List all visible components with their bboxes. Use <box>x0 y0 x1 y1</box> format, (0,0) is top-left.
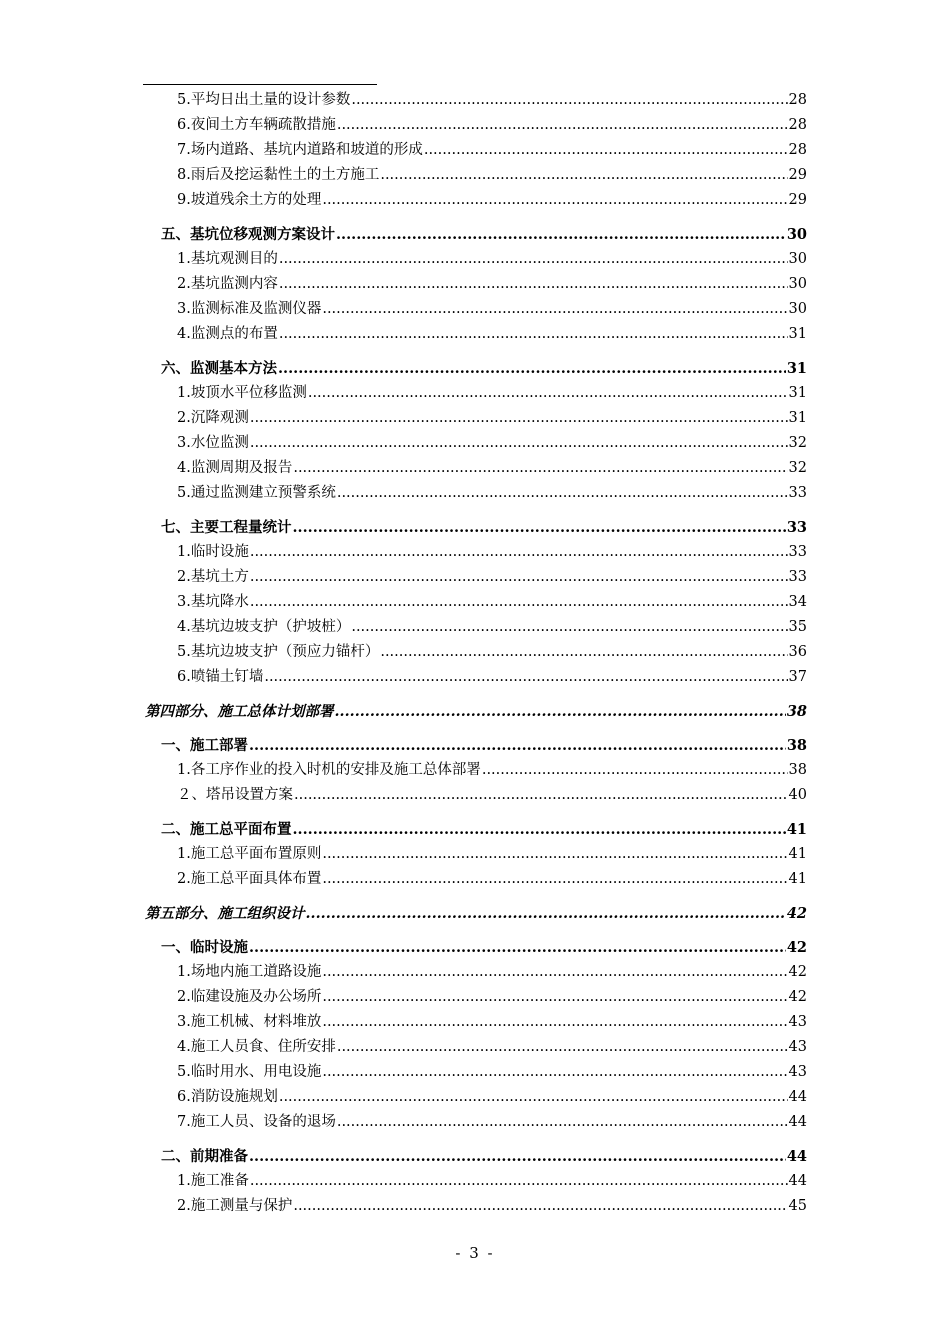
toc-entry-title: 六、监测基本方法 <box>161 360 277 377</box>
toc-entry-page: 29 <box>788 167 807 183</box>
toc-dot-leader <box>351 88 787 113</box>
toc-entry[interactable] <box>145 935 807 960</box>
toc-entry-page: 40 <box>788 787 807 803</box>
toc-dot-leader <box>322 297 787 322</box>
toc-dot-leader <box>322 1060 787 1085</box>
toc-entry-page: 44 <box>788 1173 807 1189</box>
toc-entry-title: 2.沉降观测 <box>177 410 249 426</box>
toc-entry-page: 30 <box>788 276 807 292</box>
toc-entry-page: 30 <box>788 251 807 267</box>
toc-entry-page: 35 <box>788 619 807 635</box>
toc-entry-page: 28 <box>788 142 807 158</box>
toc-dot-leader <box>306 901 786 926</box>
toc-entry-page: 41 <box>786 821 807 838</box>
toc-entry[interactable] <box>145 540 807 565</box>
toc-entry-page: 30 <box>788 301 807 317</box>
toc-entry-page: 33 <box>788 544 807 560</box>
toc-dot-leader <box>335 699 786 724</box>
toc-dot-leader <box>293 456 787 481</box>
toc-entry-title: 1.各工序作业的投入时机的安排及施工总体部署 <box>177 762 481 778</box>
toc-entry[interactable] <box>145 699 807 724</box>
toc-entry[interactable] <box>145 590 807 615</box>
toc-entry-title: 五、基坑位移观测方案设计 <box>161 226 335 243</box>
toc-entry[interactable] <box>145 272 807 297</box>
toc-entry[interactable] <box>145 222 807 247</box>
toc-entry[interactable] <box>145 138 807 163</box>
toc-dot-leader <box>308 381 788 406</box>
toc-dot-leader <box>249 935 786 960</box>
toc-entry-title: 6.夜间土方车辆疏散措施 <box>177 117 336 133</box>
toc-entry-title: 6.喷锚土钉墙 <box>177 669 264 685</box>
toc-dot-leader <box>293 1194 787 1219</box>
toc-entry[interactable] <box>145 783 807 808</box>
page-number: - 3 - <box>455 1244 495 1262</box>
toc-entry[interactable] <box>145 842 807 867</box>
toc-entry-title: 9.坡道残余土方的处理 <box>177 192 322 208</box>
toc-entry-title: 4.监测点的布置 <box>177 326 278 342</box>
toc-entry-title: 8.雨后及挖运黏性土的土方施工 <box>177 167 380 183</box>
toc-entry[interactable] <box>145 481 807 506</box>
toc-dot-leader <box>482 758 788 783</box>
toc-dot-leader <box>322 960 787 985</box>
toc-entry-page: 44 <box>786 1148 807 1165</box>
toc-entry-title: 7.场内道路、基坑内道路和坡道的形成 <box>177 142 423 158</box>
toc-entry[interactable] <box>145 247 807 272</box>
toc-entry-page: 38 <box>788 762 807 778</box>
toc-dot-leader <box>322 985 787 1010</box>
toc-entry-title: 第五部分、施工组织设计 <box>145 905 305 922</box>
toc-entry[interactable] <box>145 431 807 456</box>
toc-entry[interactable] <box>145 1110 807 1135</box>
toc-entry[interactable] <box>145 515 807 540</box>
toc-entry-page: 44 <box>788 1114 807 1130</box>
toc-entry-title: 第四部分、施工总体计划部署 <box>145 703 334 720</box>
toc-entry[interactable] <box>145 188 807 213</box>
toc-entry[interactable] <box>145 960 807 985</box>
toc-entry-title: 一、临时设施 <box>161 939 248 956</box>
toc-entry-page: 31 <box>788 385 807 401</box>
toc-entry[interactable] <box>145 1060 807 1085</box>
toc-entry[interactable] <box>145 565 807 590</box>
toc-entry[interactable] <box>145 406 807 431</box>
toc-entry[interactable] <box>145 163 807 188</box>
toc-entry-page: 36 <box>788 644 807 660</box>
table-of-contents <box>145 88 807 1219</box>
toc-entry[interactable] <box>145 297 807 322</box>
toc-entry[interactable] <box>145 1144 807 1169</box>
toc-entry-page: 45 <box>788 1198 807 1214</box>
toc-dot-leader <box>264 665 787 690</box>
toc-dot-leader <box>279 272 788 297</box>
toc-entry[interactable] <box>145 985 807 1010</box>
toc-entry-title: 5.临时用水、用电设施 <box>177 1064 322 1080</box>
toc-dot-leader <box>337 481 788 506</box>
toc-entry-page: 43 <box>788 1014 807 1030</box>
toc-dot-leader <box>279 322 788 347</box>
toc-entry-title: ２、塔吊设置方案 <box>177 787 293 803</box>
toc-entry[interactable] <box>145 665 807 690</box>
toc-entry-page: 37 <box>788 669 807 685</box>
toc-entry[interactable] <box>145 356 807 381</box>
toc-entry-page: 32 <box>788 460 807 476</box>
toc-dot-leader <box>250 406 788 431</box>
toc-entry-page: 42 <box>788 964 807 980</box>
toc-entry-title: 二、施工总平面布置 <box>161 821 292 838</box>
toc-entry-title: 2.施工测量与保护 <box>177 1198 293 1214</box>
toc-entry-title: 1.施工总平面布置原则 <box>177 846 322 862</box>
toc-entry-title: 4.监测周期及报告 <box>177 460 293 476</box>
toc-entry-title: 5.基坑边坡支护（预应力锚杆） <box>177 644 380 660</box>
toc-entry-title: 3.施工机械、材料堆放 <box>177 1014 322 1030</box>
toc-entry-title: 2.基坑土方 <box>177 569 249 585</box>
toc-entry-title: 1.场地内施工道路设施 <box>177 964 322 980</box>
toc-dot-leader <box>337 113 788 138</box>
toc-entry-page: 38 <box>786 737 807 754</box>
toc-dot-leader <box>336 222 786 247</box>
toc-dot-leader <box>322 842 787 867</box>
toc-dot-leader <box>424 138 788 163</box>
toc-dot-leader <box>380 640 787 665</box>
toc-entry-title: 二、前期准备 <box>161 1148 248 1165</box>
toc-entry-title: 5.通过监测建立预警系统 <box>177 485 336 501</box>
toc-entry-title: 一、施工部署 <box>161 737 248 754</box>
toc-dot-leader <box>279 247 788 272</box>
toc-entry-title: 7.施工人员、设备的退场 <box>177 1114 336 1130</box>
toc-entry-page: 33 <box>786 519 807 536</box>
toc-entry-title: 1.施工准备 <box>177 1173 249 1189</box>
toc-entry[interactable] <box>145 381 807 406</box>
toc-dot-leader <box>322 188 787 213</box>
toc-entry-page: 43 <box>788 1039 807 1055</box>
toc-entry-title: 2.基坑监测内容 <box>177 276 278 292</box>
toc-dot-leader <box>322 867 787 892</box>
toc-entry-title: 1.坡顶水平位移监测 <box>177 385 307 401</box>
toc-entry-page: 30 <box>786 226 807 243</box>
toc-entry-page: 34 <box>788 594 807 610</box>
toc-entry-page: 33 <box>788 569 807 585</box>
toc-dot-leader <box>250 1169 788 1194</box>
toc-dot-leader <box>250 565 788 590</box>
toc-entry[interactable] <box>145 867 807 892</box>
toc-dot-leader <box>322 1010 787 1035</box>
toc-entry-title: 3.水位监测 <box>177 435 249 451</box>
toc-entry-page: 31 <box>786 360 807 377</box>
toc-dot-leader <box>249 733 786 758</box>
toc-entry-page: 42 <box>786 939 807 956</box>
header-rule <box>143 84 377 85</box>
toc-entry-page: 41 <box>788 871 807 887</box>
toc-entry[interactable] <box>145 817 807 842</box>
toc-dot-leader <box>351 615 787 640</box>
toc-entry[interactable] <box>145 901 807 926</box>
toc-dot-leader <box>250 590 788 615</box>
toc-entry-page: 31 <box>788 326 807 342</box>
toc-entry[interactable] <box>145 1085 807 1110</box>
toc-entry-title: 七、主要工程量统计 <box>161 519 292 536</box>
toc-entry-page: 29 <box>788 192 807 208</box>
toc-entry-title: 1.基坑观测目的 <box>177 251 278 267</box>
toc-entry-page: 41 <box>788 846 807 862</box>
toc-entry-page: 42 <box>786 905 807 922</box>
toc-entry-page: 44 <box>788 1089 807 1105</box>
toc-entry[interactable] <box>145 322 807 347</box>
toc-entry-title: 6.消防设施规划 <box>177 1089 278 1105</box>
toc-entry-page: 31 <box>788 410 807 426</box>
toc-entry[interactable] <box>145 1194 807 1219</box>
toc-entry-title: 1.临时设施 <box>177 544 249 560</box>
toc-entry-page: 32 <box>788 435 807 451</box>
toc-dot-leader <box>294 783 788 808</box>
toc-entry-page: 33 <box>788 485 807 501</box>
toc-entry[interactable] <box>145 456 807 481</box>
toc-entry-title: 3.监测标准及监测仪器 <box>177 301 322 317</box>
toc-dot-leader <box>293 817 786 842</box>
toc-dot-leader <box>380 163 787 188</box>
toc-entry-title: 4.施工人员食、住所安排 <box>177 1039 336 1055</box>
toc-entry-title: 4.基坑边坡支护（护坡桩） <box>177 619 351 635</box>
toc-dot-leader <box>249 1144 786 1169</box>
toc-entry-page: 28 <box>788 117 807 133</box>
toc-entry[interactable] <box>145 1169 807 1194</box>
toc-entry[interactable] <box>145 640 807 665</box>
toc-entry[interactable] <box>145 733 807 758</box>
toc-entry[interactable] <box>145 113 807 138</box>
toc-dot-leader <box>250 431 788 456</box>
toc-entry-title: 3.基坑降水 <box>177 594 249 610</box>
toc-entry-title: 2.临建设施及办公场所 <box>177 989 322 1005</box>
toc-dot-leader <box>278 356 786 381</box>
toc-entry-title: 2.施工总平面具体布置 <box>177 871 322 887</box>
toc-dot-leader <box>293 515 786 540</box>
toc-entry[interactable] <box>145 758 807 783</box>
toc-dot-leader <box>250 540 788 565</box>
toc-dot-leader <box>337 1035 788 1060</box>
toc-entry[interactable] <box>145 615 807 640</box>
toc-entry-title: 5.平均日出土量的设计参数 <box>177 92 351 108</box>
toc-entry[interactable] <box>145 1035 807 1060</box>
toc-entry-page: 42 <box>788 989 807 1005</box>
toc-entry-page: 43 <box>788 1064 807 1080</box>
toc-entry-page: 38 <box>786 703 807 720</box>
toc-entry[interactable] <box>145 88 807 113</box>
toc-dot-leader <box>337 1110 788 1135</box>
toc-dot-leader <box>279 1085 788 1110</box>
toc-entry-page: 28 <box>788 92 807 108</box>
toc-entry[interactable] <box>145 1010 807 1035</box>
